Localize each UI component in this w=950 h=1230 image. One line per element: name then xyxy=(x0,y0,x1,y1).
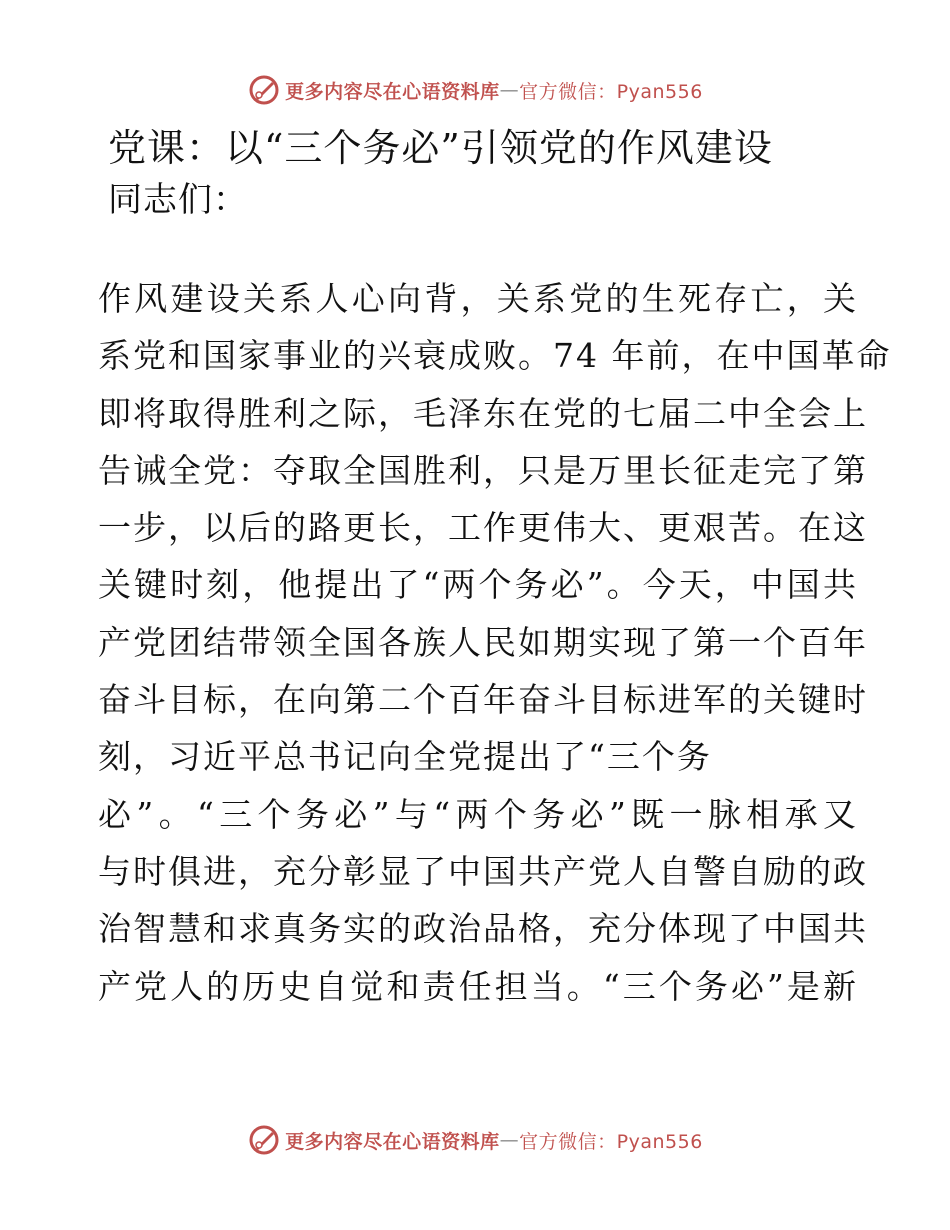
document-title: 党课：以“三个务必”引领党的作风建设 xyxy=(108,126,773,170)
text-line: 作风建设关系人心向背，关系党的生死存亡，关 xyxy=(98,279,858,318)
header-watermark xyxy=(0,70,950,110)
text-line: 奋斗目标，在向第二个百年奋斗目标进军的关键时 xyxy=(98,680,868,720)
greeting: 同志们： xyxy=(108,180,248,220)
watermark-text: 更多内容尽在心语资料库 xyxy=(285,1130,500,1153)
text-line: 产党人的历史自觉和责任担当。“三个务必”是新 xyxy=(98,966,858,1006)
watermark-text: 更多内容尽在心语资料库 xyxy=(285,80,500,103)
text-line: 刻，习近平总书记向全党提出了“三个务 xyxy=(98,737,712,777)
text-line: 即将取得胜利之际，毛泽东在党的七届二中全会上 xyxy=(98,393,868,433)
text-line: 系党和国家事业的兴衰成败。74 年前，在中国革命 xyxy=(98,336,892,376)
text-line: 关键时刻，他提出了“两个务必”。今天，中国共 xyxy=(98,565,858,605)
watermark-separator: — xyxy=(499,1129,520,1151)
pen-logo-icon xyxy=(247,73,281,107)
pen-logo-icon xyxy=(247,1123,281,1157)
watermark-separator: — xyxy=(499,79,520,101)
body-paragraph xyxy=(98,270,892,1015)
footer-watermark xyxy=(0,1120,950,1160)
watermark-wechat: 官方微信：Pyan556 xyxy=(519,1130,703,1153)
text-line: 产党团结带领全国各族人民如期实现了第一个百年 xyxy=(98,622,868,662)
text-line: 与时俱进，充分彰显了中国共产党人自警自励的政 xyxy=(98,851,868,891)
text-line: 一步，以后的路更长，工作更伟大、更艰苦。在这 xyxy=(98,508,868,548)
text-line: 治智慧和求真务实的政治品格，充分体现了中国共 xyxy=(98,909,868,949)
text-line: 必”。“三个务必”与“两个务必”既一脉相承又 xyxy=(98,794,858,834)
text-line: 告诫全党：夺取全国胜利，只是万里长征走完了第 xyxy=(98,450,868,490)
watermark-wechat: 官方微信：Pyan556 xyxy=(519,80,703,103)
